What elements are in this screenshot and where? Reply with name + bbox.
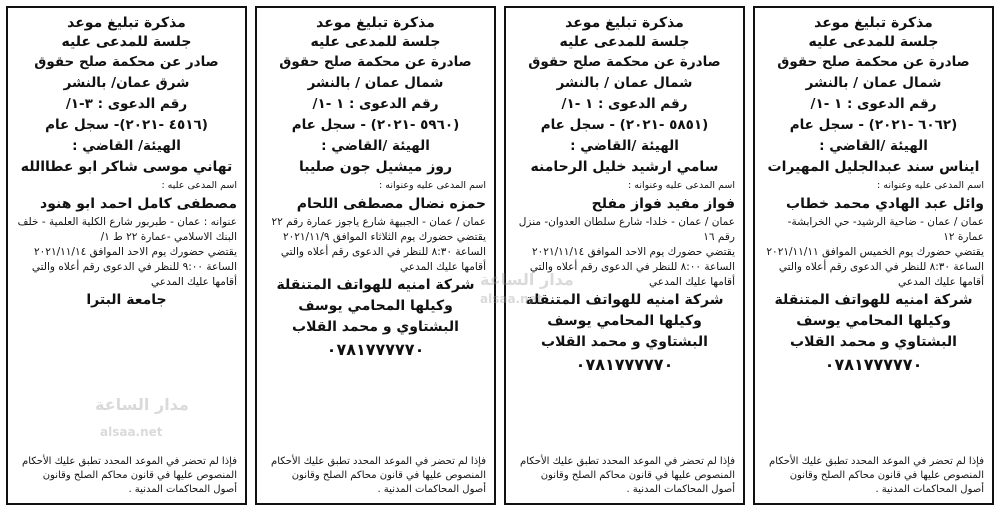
- notice-subtitle: جلسة للمدعى عليه: [61, 34, 192, 50]
- judge-name: تهاني موسى شاكر ابو عطاالله: [20, 159, 233, 175]
- hearing-details: يقتضي حضورك يوم الاحد الموافق ٢٠٢١/١١/١٤ الساعة ٩:٠٠ للنظر في الدعوى رقم أعلاه والتي أقامها عليك المدعي: [31, 245, 237, 288]
- judge-label: الهيئة /القاضي :: [819, 138, 928, 154]
- judge-name: ايناس سند عبدالجليل المهيرات: [767, 159, 980, 175]
- notice-subtitle: جلسة للمدعى عليه: [808, 34, 939, 50]
- watermark-text: مدار الساعة: [95, 395, 189, 414]
- case-reference: (٦٠٦٢ -٢٠٢١) - سجل عام: [789, 117, 958, 133]
- defendant-address: عمان / عمان - الجبيهة شارع ياجوز عمارة رقم ٢٢: [271, 215, 486, 228]
- court-location: شمال عمان / بالنشر: [556, 75, 693, 91]
- hearing-details: يقتضي حضورك يوم الاحد الموافق ٢٠٢١/١١/١٤ الساعة ٨:٠٠ للنظر في الدعوى رقم أعلاه والتي أقامها عليك المدعي: [529, 245, 735, 288]
- defendant-address: عمان / عمان - ضاحية الرشيد- حي الخرابشة- عمارة ١٢: [787, 215, 984, 243]
- case-number: رقم الدعوى : ١ -١/: [561, 96, 688, 112]
- defendant-name: وائل عبد الهادي محمد خطاب: [786, 195, 984, 212]
- case-number: رقم الدعوى : ٣-١/: [65, 96, 188, 112]
- hearing-details: يقتضي حضورك يوم الخميس الموافق ٢٠٢١/١١/١١ الساعة ٨:٣٠ للنظر في الدعوى رقم أعلاه والتي أقامها عليك المدعي: [766, 245, 984, 288]
- defendant-name: فواز مفيد فواز مفلح: [591, 195, 735, 212]
- judge-name: روز ميشيل جون صليبا: [298, 159, 453, 175]
- judge-label: الهيئة /القاضي :: [570, 138, 679, 154]
- watermark-text: مدار الساعة: [480, 270, 574, 289]
- plaintiff-phone: ٠٧٨١٧٧٧٧٧٠: [824, 354, 923, 374]
- defendant-label: اسم المدعى عليه وعنوانه :: [877, 180, 984, 191]
- court-location: شرق عمان/ بالنشر: [63, 75, 190, 91]
- defendant-address: عمان / عمان - خلدا- شارع سلطان العدوان- منزل رقم ١٦: [518, 215, 735, 243]
- defendant-name: حمزه نضال مصطفى اللحام: [296, 195, 486, 212]
- court-name: صادرة عن محكمة صلح حقوق: [528, 54, 721, 70]
- notice-1: [753, 6, 994, 505]
- court-location: شمال عمان / بالنشر: [307, 75, 444, 91]
- judge-label: الهيئة/ القاضي :: [72, 138, 181, 154]
- notice-title: مذكرة تبليغ موعد: [565, 15, 684, 31]
- case-number: رقم الدعوى : ١ -١/: [312, 96, 439, 112]
- court-name: صادر عن محكمة صلح حقوق: [34, 54, 219, 70]
- watermark-url: alsaa.net: [480, 292, 543, 306]
- judge-name: سامي ارشيد خليل الرحامنه: [530, 159, 719, 175]
- defendant-label: اسم المدعى عليه وعنوانه :: [628, 180, 735, 191]
- plaintiff-name: شركة امنيه للهواتف المتنقلة وكيلها المحامي يوسف البشتاوي و محمد القلاب: [525, 291, 724, 350]
- plaintiff-name: شركة امنيه للهواتف المتنقلة وكيلها المحامي يوسف البشتاوي و محمد القلاب: [774, 291, 973, 350]
- legal-footer: فإذا لم تحضر في الموعد المحدد تطبق عليك الأحكام المنصوص عليها في قانون محاكم الصلح وقانون أصول المحاكمات المدنية .: [769, 456, 984, 495]
- defendant-label: اسم المدعى عليه وعنوانه :: [379, 180, 486, 191]
- legal-footer: فإذا لم تحضر في الموعد المحدد تطبق عليك الأحكام المنصوص عليها في قانون محاكم الصلح وقانون أصول المحاكمات المدنية .: [271, 456, 486, 495]
- case-reference: (٥٩٦٠ -٢٠٢١) - سجل عام: [291, 117, 460, 133]
- judge-label: الهيئة /القاضي :: [321, 138, 430, 154]
- notice-subtitle: جلسة للمدعى عليه: [559, 34, 690, 50]
- legal-footer: فإذا لم تحضر في الموعد المحدد تطبق عليك الأحكام المنصوص عليها في قانون محاكم الصلح وقانون أصول المحاكمات المدنية .: [520, 456, 735, 495]
- court-location: شمال عمان / بالنشر: [805, 75, 942, 91]
- notice-3: [255, 6, 496, 505]
- legal-footer: فإذا لم تحضر في الموعد المحدد تطبق عليك الأحكام المنصوص عليها في قانون محاكم الصلح وقانون أصول المحاكمات المدنية .: [22, 456, 237, 495]
- notice-title: مذكرة تبليغ موعد: [67, 15, 186, 31]
- notice-2: [504, 6, 745, 505]
- court-name: صادرة عن محكمة صلح حقوق: [777, 54, 970, 70]
- notice-title: مذكرة تبليغ موعد: [316, 15, 435, 31]
- defendant-label: اسم المدعى عليه :: [161, 180, 237, 191]
- notice-4: [6, 6, 247, 505]
- case-reference: (٤٥١٦ -٢٠٢١)- سجل عام: [45, 117, 208, 133]
- case-number: رقم الدعوى : ١ -١/: [810, 96, 937, 112]
- defendant-address: عنوانه : عمان - طبربور شارع الكلية العلمية - خلف البنك الاسلامي -عمارة ٢٢ ط ١/: [17, 215, 237, 243]
- case-reference: (٥٨٥١ -٢٠٢١) - سجل عام: [540, 117, 709, 133]
- defendant-name: مصطفى كامل احمد ابو هنود: [40, 195, 237, 212]
- notice-title: مذكرة تبليغ موعد: [814, 15, 933, 31]
- court-name: صادرة عن محكمة صلح حقوق: [279, 54, 472, 70]
- plaintiff-name: جامعة البترا: [86, 291, 167, 308]
- plaintiff-name: شركة امنيه للهواتف المتنقلة وكيلها المحامي يوسف البشتاوي و محمد القلاب: [276, 276, 475, 335]
- notice-subtitle: جلسة للمدعى عليه: [310, 34, 441, 50]
- watermark-url: alsaa.net: [100, 425, 163, 439]
- plaintiff-phone: ٠٧٨١٧٧٧٧٧٠: [575, 354, 674, 374]
- hearing-details: يقتضي حضورك يوم الثلاثاء الموافق ٢٠٢١/١١/٩ الساعة ٨:٣٠ للنظر في الدعوى رقم أعلاه والتي أقامها عليك المدعي: [280, 230, 486, 273]
- plaintiff-phone: ٠٧٨١٧٧٧٧٧٠: [326, 339, 425, 359]
